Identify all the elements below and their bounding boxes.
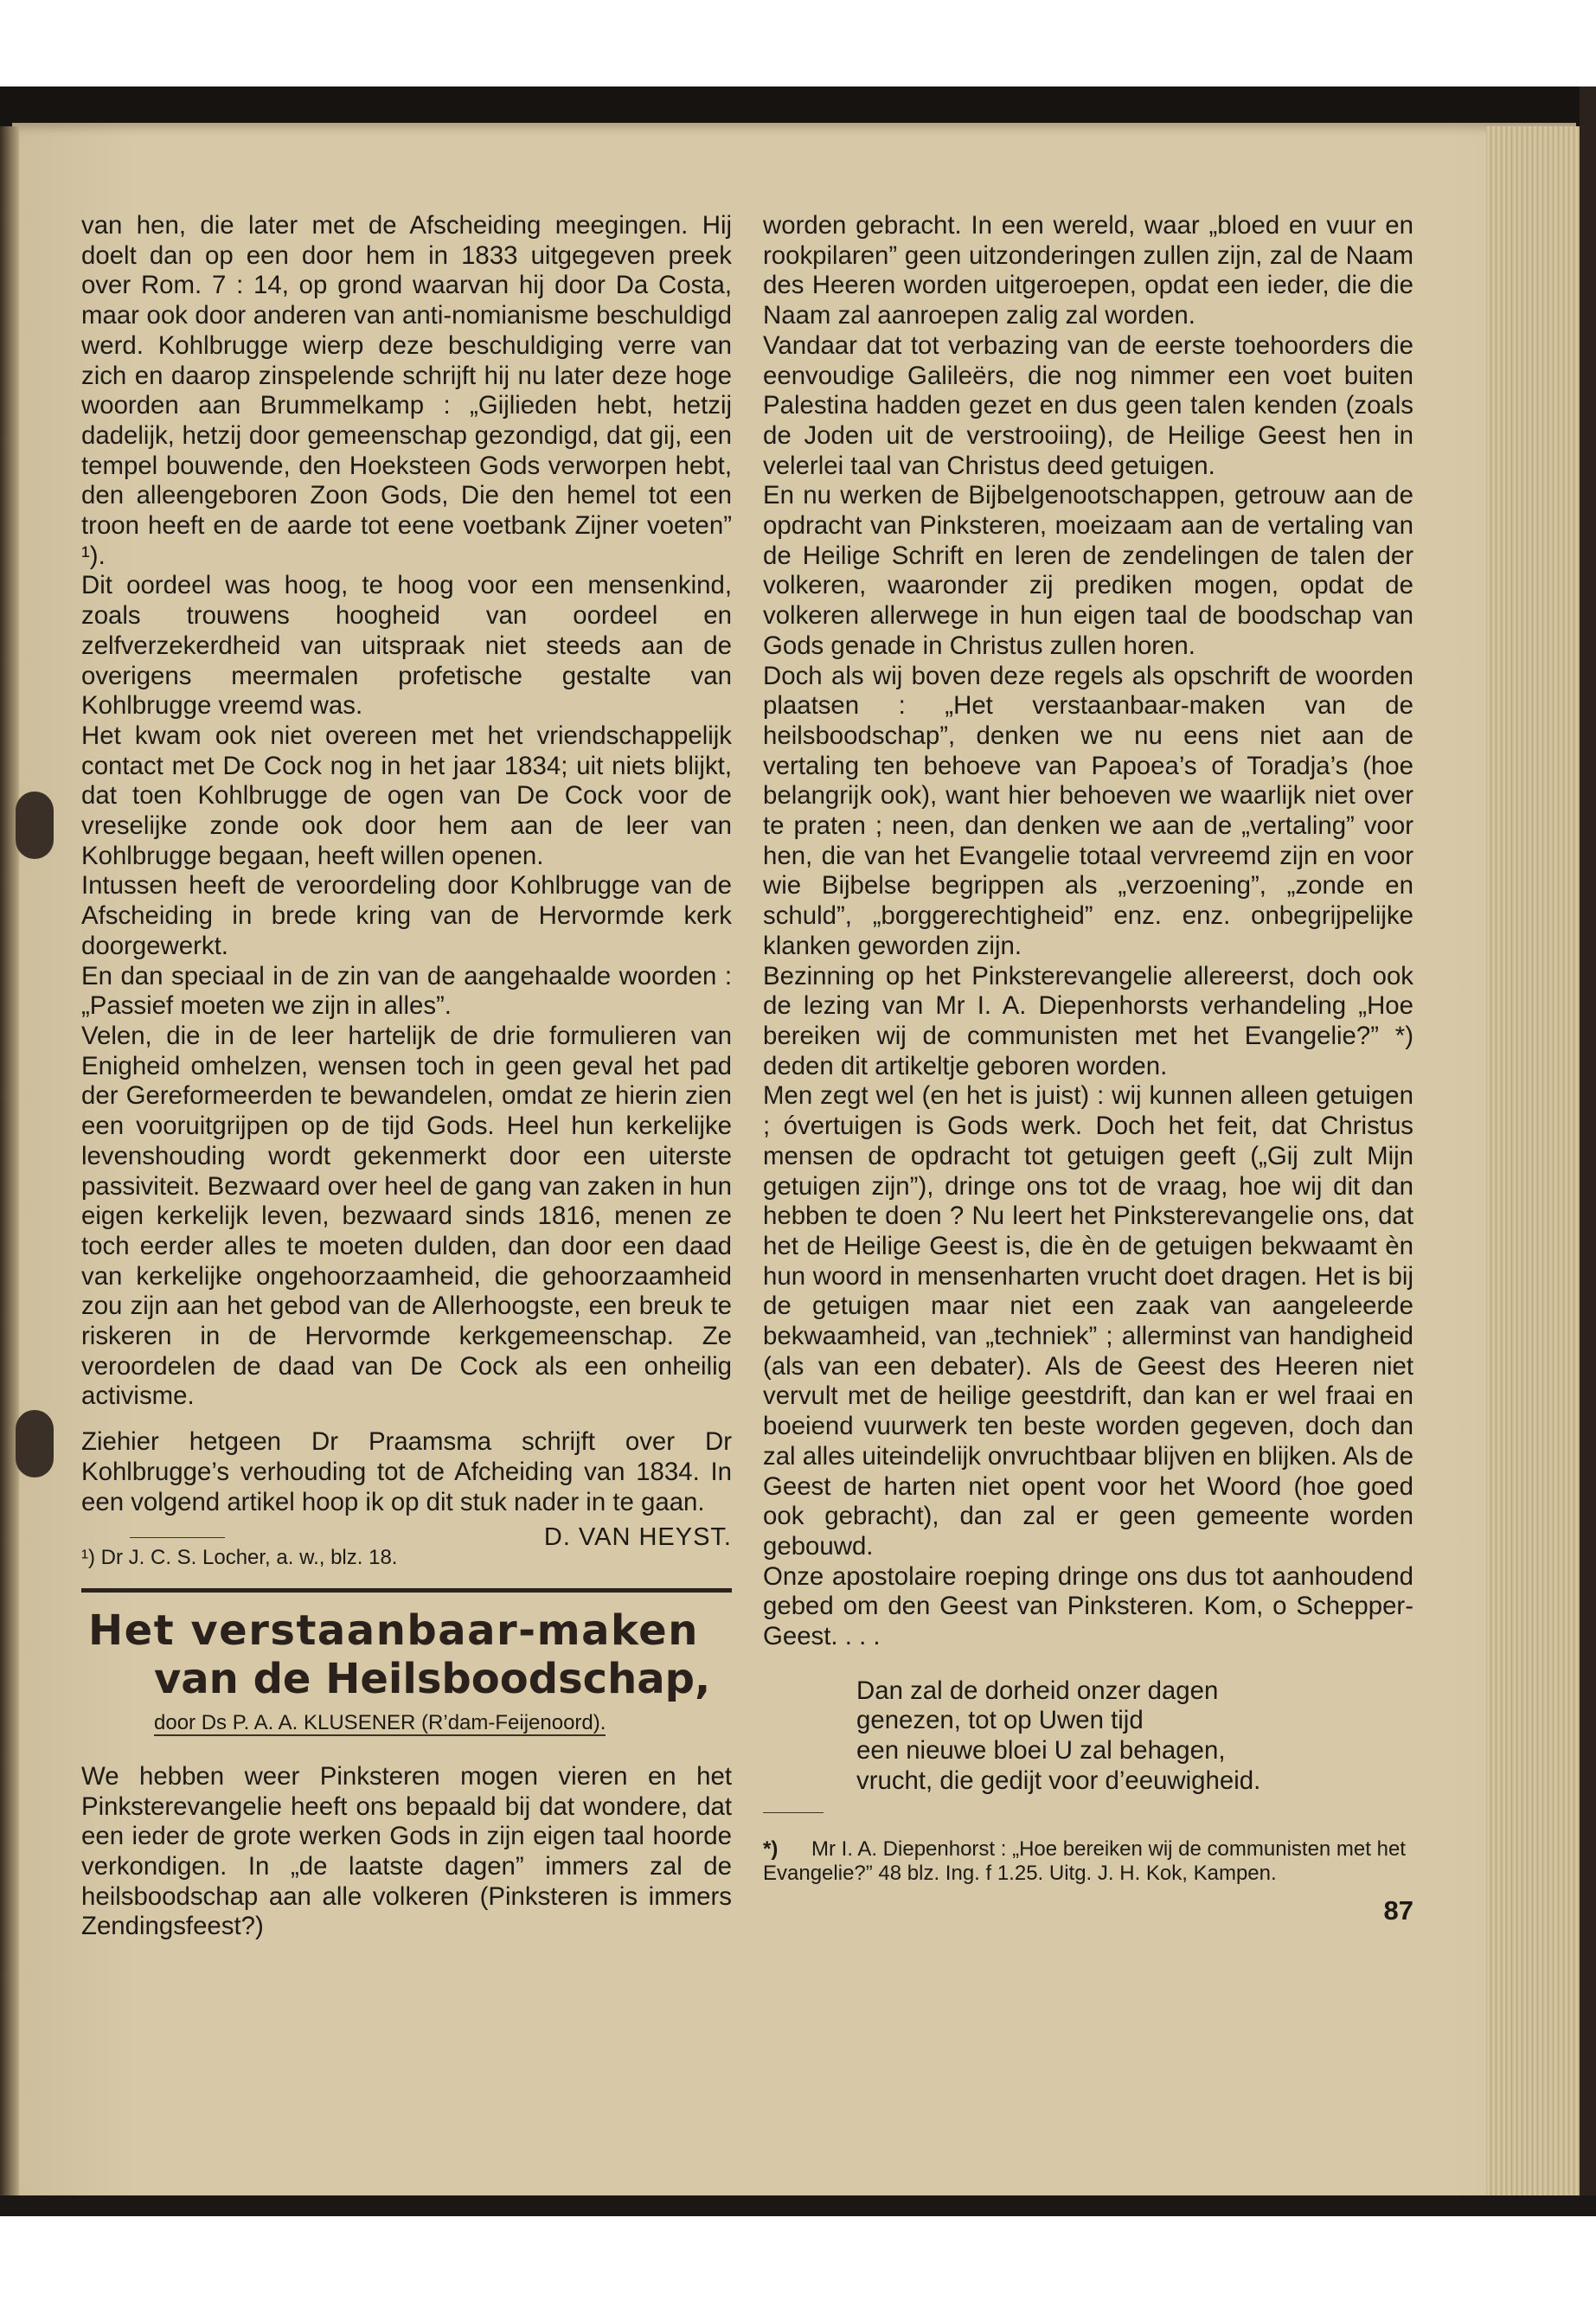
paragraph: Velen, die in de leer hartelijk de drie formulieren van Enigheid omhelzen, wensen toch in geen geval het pad der Gereformeerden te bewandelen, omdat ze hierin zien een vooruitgrijpen op de tijd Gods. Heel hun kerkelijke levenshouding wordt gekenmerkt door een uiterste passiviteit. Bezwaard over heel de gang van zaken in hun eigen kerkelijk leven, bezwaard sinds 1816, menen ze toch eerder alles te moeten dulden, dan door een daad van kerkelijke ongehoorzaamheid, die gehoorzaamheid zou zijn aan het gebod van de Allerhoogste, een breuk te riskeren in de Hervormde kerkgemeenschap. Ze veroordelen de daad van De Cock als een onheilig activisme. (81, 1021, 732, 1411)
page-number: 87 (1383, 1894, 1413, 1926)
paragraph: En nu werken de Bijbelgenootschappen, getrouw aan de opdracht van Pinksteren, moeizaam aan de vertaling van de Heilige Schrift en leren de zendelingen de talen der volkeren, waaronder zij prediken mogen, opdat de volkeren allerwege in hun eigen taal de boodschap van Gods genade in Christus zullen horen. (763, 481, 1413, 660)
section-divider (81, 1588, 732, 1593)
footnote: ¹) Dr J. C. S. Locher, a. w., blz. 18. (81, 1545, 398, 1569)
paragraph: Onze apostolaire roeping dringe ons dus tot aanhoudend gebed om den Geest van Pinksteren. Kom, o Schepper-Geest. . . . (763, 1561, 1413, 1651)
byline (81, 1710, 732, 1736)
paragraph: Vandaar dat tot verbazing van de eerste toehoorders die eenvoudige Galileërs, die nog nimmer een voet buiten Palestina hadden gezet en dus geen talen kenden (zoals de Joden uit de verstrooiing), de Heilige Geest hen in velerlei taal van Christus deed getuigen. (763, 330, 1413, 480)
scan-bottom-band (0, 2195, 1596, 2216)
binding-hole-top (16, 792, 54, 859)
paragraph: En dan speciaal in de zin van de aangehaalde woorden : „Passief moeten we zijn in alles”. (81, 961, 732, 1021)
paragraph: van hen, die later met de Afscheiding meegingen. Hij doelt dan op een door hem in 1833 uitgegeven preek over Rom. 7 : 14, op grond waarvan hij door Da Costa, maar ook door anderen van anti-nomianisme beschuldigd werd. Kohlbrugge wierp deze beschuldiging verre van zich en daarop zinspelende schrijft hij nu later deze hoge woorden aan Brummelkamp : „Gijlieden hebt, hetzij dadelijk, hetzij door gemeenschap gezondigd, dat gij, een tempel bouwende, den Hoeksteen Gods verworpen hebt, den alleengeboren Zoon Gods, Die den hemel tot een troon heeft en de aarde tot eene voetbank Zijner voeten” ¹). (81, 211, 732, 570)
page-left-edge (0, 126, 19, 2195)
article-intro: We hebben weer Pinksteren mogen vieren en het Pinksterevangelie heeft ons bepaald bij dat wondere, dat een ieder de grote werken Gods in zijn eigen taal hoorde verkondigen. In „de laatste dagen” immers zal de heilsboodschap aan alle volkeren (Pinksteren is immers Zendingsfeest?) (81, 1761, 732, 1941)
paragraph: Het kwam ook niet overeen met het vriendschappelijk contact met De Cock nog in het jaar 1834; uit niets blijkt, dat toen Kohlbrugge de ogen van De Cock voor de vreselijke zonde ook door hem aan de leer van Kohlbrugge begaan, heeft willen openen. (81, 721, 732, 870)
footnote (763, 1837, 1413, 1886)
footnote-rule (763, 1812, 824, 1813)
paragraph: Ziehier hetgeen Dr Praamsma schrijft over Dr Kohlbrugge’s verhouding tot de Afcheiding van 1834. In een volgend artikel hoop ik op dit stuk nader in te gaan. (81, 1427, 732, 1516)
scan-top-band (0, 87, 1596, 126)
article-title-line-1: Het verstaanbaar-maken (88, 1606, 699, 1655)
poem (856, 1676, 1413, 1797)
footnote-mark: *) (763, 1836, 779, 1861)
paragraph: worden gebracht. In een wereld, waar „bloed en vuur en rookpilaren” geen uitzonderingen zullen zijn, zal de Naam des Heeren worden uitgeroepen, opdat een ieder, die die Naam zal aanroepen zalig zal worden. (763, 211, 1413, 330)
footnote-rule (130, 1537, 225, 1538)
page-stack-edge (1486, 126, 1580, 2195)
paragraph: Dit oordeel was hoog, te hoog voor een mensenkind, zoals trouwens hoogheid van oordeel en zelfverzekerdheid van uitspraak niet steeds aan de overigens meermalen profetische gestalte van Kohlbrugge vreemd was. (81, 571, 732, 721)
paragraph: Doch als wij boven deze regels als opschrift de woorden plaatsen : „Het verstaanbaar-maken van de heilsboodschap”, denken we nu eens niet aan de vertaling ten behoeve van Papoea’s of Toradja’s (hoe belangrijk ook), want hier behoeven we waarlijk niet over te praten ; neen, dan denken we aan de „vertaling” voor hen, die van het Evangelie totaal vervreemd zijn en voor wie Bijbelse begrippen als „verzoening”, „zonde en schuld”, „borggerechtigheid” enz. enz. onbegrijpelijke klanken geworden zijn. (763, 661, 1413, 960)
book-cover-edge (1580, 87, 1596, 2216)
poem-line: een nieuwe bloei U zal behagen, (856, 1736, 1226, 1766)
left-column (81, 211, 732, 1942)
right-column (763, 211, 1413, 1926)
article-title-line-2: van de Heilsboodschap, (154, 1654, 711, 1703)
byline-text: door Ds P. A. A. KLUSENER (R’dam-Feijenoord). (154, 1710, 606, 1734)
binding-hole-bottom (16, 1410, 54, 1477)
paragraph: Men zegt wel (en het is juist) : wij kunnen alleen getuigen ; óvertuigen is Gods werk. Doch het feit, dat Christus mensen de opdracht tot getuigen geeft („Gij zult Mijn getuigen zijn”), dringe ons tot de vraag, hoe wij dit dan hebben te doen ? Nu leert het Pinksterevangelie ons, dat het de Heilige Geest is, die èn de getuigen bekwaamt èn hun woord in mensenharten vrucht doet dragen. Het is bij de getuigen maar niet een zaak van aangeleerde bekwaamheid, van „techniek” ; allerminst van handigheid (als van een debater). Als de Geest des Heeren niet vervult met de heilige geestdrift, dan kan er wel fraai en boeiend vuurwerk ten beste worden gegeven, doch dan zal alles uiteindelijk onvruchtbaar blijven en blijken. Als de Geest de harten niet opent voor het Woord (hoe goed ook gebracht), dan zal er geen gemeente worden gebouwd. (763, 1081, 1413, 1561)
paragraph: Bezinning op het Pinksterevangelie allereerst, doch ook de lezing van Mr I. A. Diepenhorsts verhandeling „Hoe bereiken wij de communisten met het Evangelie?” *) deden dit artikeltje geboren worden. (763, 961, 1413, 1080)
poem-line: Dan zal de dorheid onzer dagen (856, 1676, 1219, 1705)
footnote-text: Mr I. A. Diepenhorst : „Hoe bereiken wij de communisten met het Evangelie?” 48 blz. Ing. f 1.25. Uitg. J. H. Kok, Kampen. (763, 1836, 1406, 1885)
paragraph: Intussen heeft de veroordeling door Kohlbrugge van de Afscheiding in brede kring van de Hervormde kerk doorgewerkt. (81, 871, 732, 960)
poem-line: vrucht, die gedijt voor d’eeuwigheid. (856, 1766, 1261, 1795)
author-signature: D. VAN HEYST. (543, 1523, 732, 1552)
poem-line: genezen, tot op Uwen tijd (856, 1706, 1144, 1735)
